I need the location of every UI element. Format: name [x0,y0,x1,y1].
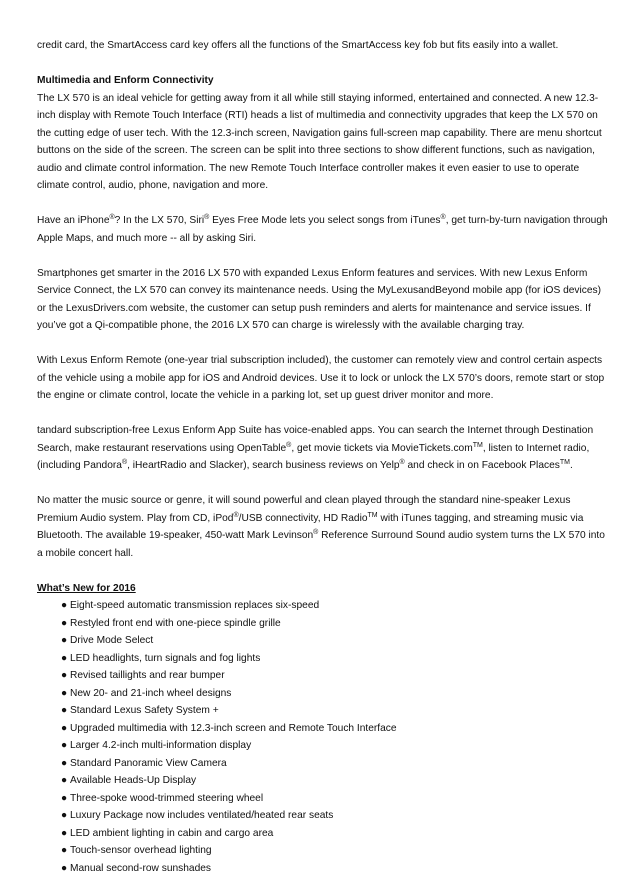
paragraph-app-suite [37,422,608,475]
spacer [37,475,608,493]
bullet-icon: ● [61,790,67,808]
spacer [37,55,608,73]
paragraph-display: The LX 570 is an ideal vehicle for getting away from it all while still staying informed, entertained and connected. A new 12.3-inch display with Remote Touch Interface (RTI) heads a list of multimedia and connectivity upgrades that keep the LX 570 on the cutting edge of user tech. With the 12.3-inch screen, Navigation gains full-screen map capability. There are menu shortcut buttons on the side of the screen. The screen can be split into three sections to show different functions, such as navigation, audio and climate control information. The new Remote Touch Interface controller makes it even easier to use to operate climate control, audio, phone, navigation and more. [37,90,608,195]
registered-mark: ® [441,214,446,221]
bullet-icon: ● [61,685,67,703]
bullet-icon: ● [61,807,67,825]
list-item-text: Eight-speed automatic transmission replaces six-speed [70,600,319,611]
list-item [61,860,608,877]
text-run: and check in on Facebook Places [405,460,560,471]
list-item-text: Standard Panoramic View Camera [70,758,227,769]
list-item [61,685,608,703]
registered-mark: ® [400,459,405,466]
bullet-icon: ● [61,597,67,615]
list-item [61,807,608,825]
list-item [61,650,608,668]
text-run: , get turn-by-turn navigation through Apple Maps, and much more -- all by asking Siri. [37,215,608,244]
text-run: tandard subscription-free Lexus Enform App Suite has voice-enabled apps. You can search the Internet through Destination Search, make restaurant reservations using OpenTable [37,425,593,454]
list-item-text: Restyled front end with one-piece spindle grille [70,618,281,629]
list-item [61,720,608,738]
registered-mark: ® [233,512,238,519]
bullet-icon: ● [61,842,67,860]
spacer [37,405,608,423]
list-item [61,667,608,685]
list-item-text: Touch-sensor overhead lighting [70,845,212,856]
trademark-mark: TM [473,442,483,449]
bullet-icon: ● [61,772,67,790]
list-item-text: Manual second-row sunshades [70,863,211,874]
list-item-text: Three-spoke wood-trimmed steering wheel [70,793,263,804]
list-item-text: LED headlights, turn signals and fog lights [70,653,260,664]
paragraph-siri [37,212,608,247]
paragraph-audio [37,492,608,562]
trademark-mark: TM [368,512,378,519]
registered-mark: ® [286,442,291,449]
list-item-text: Upgraded multimedia with 12.3-inch screen and Remote Touch Interface [70,723,397,734]
paragraph-enform-remote: With Lexus Enform Remote (one-year trial subscription included), the customer can remotely view and control certain aspects of the vehicle using a mobile app for iOS and Android devices. Use it to lock or unlock the LX 570’s doors, remote start or stop the engine or climate control, locate the vehicle in a parking lot, set up guest driver monitor and more. [37,352,608,405]
list-item [61,825,608,843]
bullet-icon: ● [61,632,67,650]
list-item [61,790,608,808]
list-item-text: Larger 4.2-inch multi-information display [70,740,251,751]
intro-text: credit card, the SmartAccess card key offers all the functions of the SmartAccess key fob but fits easily into a wallet. [37,37,608,55]
spacer [37,335,608,353]
list-item [61,597,608,615]
bullet-icon: ● [61,825,67,843]
list-item-text: Luxury Package now includes ventilated/heated rear seats [70,810,333,821]
text-run: No matter the music source or genre, it will sound powerful and clean played through the standard nine-speaker Lexus Premium Audio system. Play from CD, iPod [37,495,570,524]
text-run: . [570,460,573,471]
bullet-icon: ● [61,860,67,877]
paragraph-smartphones: Smartphones get smarter in the 2016 LX 570 with expanded Lexus Enform features and services. With new Lexus Enform Service Connect, the LX 570 can convey its maintenance needs. Using the MyLexusandBeyond mobile app (for iOS devices) or the LexusDrivers.com website, the customer can setup push reminders and alerts for maintenance and service issues. If you’ve got a Qi-compatible phone, the 2016 LX 570 can charge is wirelessly with the available charging tray. [37,265,608,335]
registered-mark: ® [110,214,115,221]
list-item-text: Drive Mode Select [70,635,153,646]
list-item [61,702,608,720]
text-run: , get movie tickets via MovieTickets.com [291,443,472,454]
spacer [37,247,608,265]
text-run: ? In the LX 570, Siri [115,215,204,226]
bullet-icon: ● [61,737,67,755]
bullet-icon: ● [61,650,67,668]
list-item-text: Standard Lexus Safety System + [70,705,219,716]
section-heading-multimedia: Multimedia and Enform Connectivity [37,72,608,90]
list-item [61,772,608,790]
registered-mark: ® [204,214,209,221]
trademark-mark: TM [560,459,570,466]
registered-mark: ® [313,529,318,536]
list-item-text: Available Heads-Up Display [70,775,196,786]
text-run: Have an iPhone [37,215,110,226]
list-item-text: Revised taillights and rear bumper [70,670,225,681]
bullet-icon: ● [61,615,67,633]
bullet-icon: ● [61,720,67,738]
text-run: Reference Surround Sound audio system turns the LX 570 into a mobile concert hall. [37,530,605,559]
list-item-text: LED ambient lighting in cabin and cargo area [70,828,273,839]
spacer [37,562,608,580]
bullet-icon: ● [61,667,67,685]
text-run: , listen to Internet radio, (including Pandora [37,443,589,472]
list-item-text: New 20- and 21-inch wheel designs [70,688,231,699]
text-run: , iHeartRadio and Slacker), search business reviews on Yelp [127,460,399,471]
bullet-icon: ● [61,702,67,720]
text-run: with iTunes tagging, and streaming music via Bluetooth. The available 19-speaker, 450-watt Mark Levinson [37,513,583,542]
list-item [61,842,608,860]
list-item [61,755,608,773]
text-run: Eyes Free Mode lets you select songs from iTunes [209,215,440,226]
bullet-icon: ● [61,755,67,773]
spacer [37,195,608,213]
list-item [61,632,608,650]
text-run: /USB connectivity, HD Radio [239,513,368,524]
list-item [61,737,608,755]
registered-mark: ® [122,459,127,466]
whats-new-list [37,597,608,877]
list-item [61,615,608,633]
section-heading-whats-new: What’s New for 2016 [37,580,608,598]
